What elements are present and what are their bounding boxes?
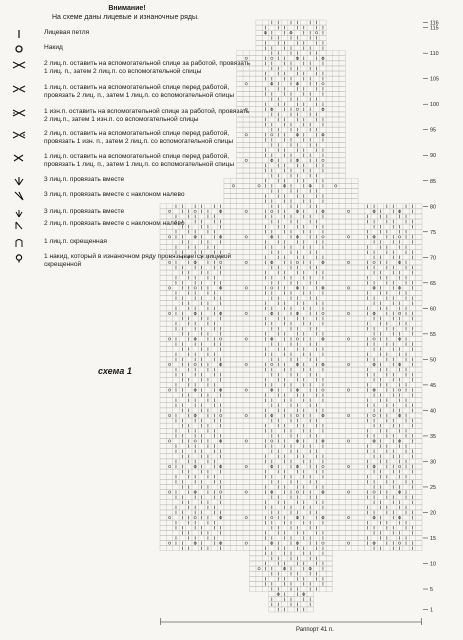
row-label: 5 (430, 587, 433, 594)
row-label: 25 (430, 484, 436, 491)
yarn-over-mark (168, 414, 170, 416)
yarn-over-mark (168, 363, 170, 365)
yarn-over-mark (322, 83, 324, 85)
yarn-over-mark (258, 567, 260, 569)
row-label: 105 (430, 76, 439, 83)
row-label: 115 (430, 25, 439, 32)
yarn-over-mark (322, 159, 324, 161)
yarn-over-mark (245, 389, 247, 391)
yarn-over-mark (168, 236, 170, 238)
yarn-over-mark (271, 210, 273, 212)
yarn-over-mark (245, 542, 247, 544)
yarn-over-mark (168, 491, 170, 493)
yarn-over-mark (245, 134, 247, 136)
yarn-over-mark (220, 491, 222, 493)
yarn-over-mark (373, 414, 375, 416)
yarn-over-mark (398, 312, 400, 314)
yarn-over-mark (168, 389, 170, 391)
yarn-over-mark (398, 465, 400, 467)
yarn-over-mark (347, 389, 349, 391)
row-label: 15 (430, 536, 436, 542)
yarn-over-mark (347, 542, 349, 544)
yarn-over-mark (271, 440, 273, 442)
yarn-over-mark (296, 491, 298, 493)
yarn-over-mark (322, 542, 324, 544)
yarn-over-mark (194, 440, 196, 442)
yarn-over-mark (347, 210, 349, 212)
yarn-over-mark (245, 236, 247, 238)
yarn-over-mark (398, 542, 400, 544)
yarn-over-mark (245, 338, 247, 340)
rapport-label: Раппорт 41 п. (296, 627, 334, 633)
yarn-over-mark (271, 57, 273, 59)
row-label: 20 (430, 510, 436, 517)
row-label: 70 (430, 255, 436, 262)
row-label: 45 (430, 382, 436, 389)
legend-text: 3 лиц.п. провязать вместе с наклоном налево (44, 191, 185, 198)
yarn-over-mark (245, 108, 247, 110)
legend-text: 1 лиц.п. скрещенная (44, 238, 107, 245)
attention-text: На схеме даны лицевые и изнаночные ряды. (52, 14, 199, 21)
yarn-over-mark (168, 465, 170, 467)
yarn-over-mark (322, 465, 324, 467)
yarn-over-mark (245, 491, 247, 493)
yarn-over-mark (347, 465, 349, 467)
row-label: 55 (430, 331, 436, 338)
row-label: 90 (430, 153, 436, 160)
yarn-over-mark (245, 159, 247, 161)
attention-title: Внимание! (108, 5, 146, 12)
yarn-over-mark (347, 414, 349, 416)
yarn-over-mark (258, 185, 260, 187)
yarn-over-mark (232, 185, 234, 187)
row-label: 40 (430, 408, 436, 415)
row-label: 50 (430, 357, 436, 364)
row-label: 1 (430, 607, 433, 614)
yarn-over-mark (245, 261, 247, 263)
yarn-over-mark (245, 210, 247, 212)
yarn-over-mark (168, 210, 170, 212)
yarn-over-mark (271, 363, 273, 365)
yarn-over-mark (398, 389, 400, 391)
legend-text: 1 накид, который в изнаночном ряду провязывается лицевой скрещенной (44, 253, 232, 268)
row-label: 85 (430, 178, 436, 185)
yarn-over-mark (168, 542, 170, 544)
legend-text: Накид (44, 44, 63, 51)
yarn-over-mark (168, 261, 170, 263)
yarn-over-mark (271, 516, 273, 518)
yarn-over-mark (347, 287, 349, 289)
row-label: 110 (430, 51, 439, 58)
yarn-over-mark (347, 236, 349, 238)
yarn-over-mark (168, 338, 170, 340)
legend-text: Лицевая петля (44, 29, 90, 36)
yarn-over-mark (168, 440, 170, 442)
yarn-over-mark (245, 312, 247, 314)
yarn-over-mark (347, 261, 349, 263)
legend-text: 1 изн.п. оставить на вспомогательной спице за работой, провязать 2 лиц.п., затем 1 изн.п. со вспомогательной спицы (44, 108, 250, 123)
yarn-over-mark (296, 338, 298, 340)
yarn-over-mark (194, 516, 196, 518)
yarn-over-mark (194, 210, 196, 212)
yarn-over-mark (373, 338, 375, 340)
row-label: 100 (430, 102, 439, 109)
yarn-over-mark (168, 287, 170, 289)
yarn-over-mark (194, 363, 196, 365)
row-label: 65 (430, 280, 436, 287)
legend-text: 3 лиц.п. провязать вместе (44, 176, 125, 183)
yarn-over-mark (296, 261, 298, 263)
yarn-over-mark (347, 312, 349, 314)
yarn-over-mark (168, 516, 170, 518)
row-label: 35 (430, 433, 436, 440)
yarn-over-mark (347, 363, 349, 365)
yarn-over-mark (347, 516, 349, 518)
yarn-over-mark (322, 312, 324, 314)
yarn-over-mark (335, 185, 337, 187)
legend-text: 2 лиц.п. провязать вместе с наклоном налево (44, 220, 185, 227)
yarn-over-mark (347, 338, 349, 340)
row-label: 80 (430, 204, 436, 211)
legend-text: 1 лиц.п. оставить на вспомогательной спице перед работой, провязать 2 лиц. п., затем 1 лиц.п. со вспомогательной спицы (44, 84, 235, 99)
row-label: 75 (430, 229, 436, 236)
yarn-over-mark (347, 491, 349, 493)
yarn-over-mark (296, 108, 298, 110)
yarn-over-mark (315, 32, 317, 34)
yarn-over-mark (373, 491, 375, 493)
legend-text: 2 лиц.п. оставить на вспомогательной спице перед работой, провязать 1 изн. п., затем 2 лиц.п. со вспомогательной спицы (44, 130, 234, 145)
legend-text: 2 лиц.п. оставить на вспомогательной спице за работой, провязать 1 лиц. п., затем 2 лиц.п. со вспомогательной спицы (44, 60, 251, 75)
yarn-over-mark (322, 236, 324, 238)
yarn-over-mark (220, 414, 222, 416)
yarn-over-mark (168, 312, 170, 314)
row-label: 116 (430, 20, 439, 27)
row-label: 30 (430, 459, 436, 466)
yarn-over-mark (220, 261, 222, 263)
yarn-over-mark (245, 83, 247, 85)
yarn-over-mark (220, 338, 222, 340)
scheme-title: схема 1 (98, 366, 132, 376)
yarn-over-mark (322, 389, 324, 391)
yarn-over-mark (245, 440, 247, 442)
yarn-over-mark (271, 287, 273, 289)
row-label: 95 (430, 127, 436, 134)
yarn-over-mark (245, 465, 247, 467)
yarn-over-mark (398, 236, 400, 238)
yarn-over-mark (373, 261, 375, 263)
yarn-over-mark (296, 414, 298, 416)
yarn-over-mark (245, 414, 247, 416)
yarn-over-mark (245, 287, 247, 289)
legend-text: 3 лиц.п. провязать вместе (44, 208, 125, 215)
yarn-over-mark (271, 134, 273, 136)
yarn-over-mark (194, 287, 196, 289)
yarn-over-mark (245, 57, 247, 59)
legend-text: 1 лиц.п. оставить на вспомогательной спице перед работой, провязать 1 лиц. п., затем 1 лиц.п. со вспомогательной спицы (44, 153, 235, 168)
yarn-over-mark (245, 363, 247, 365)
yarn-over-mark (347, 440, 349, 442)
yarn-over-mark (245, 516, 247, 518)
row-label: 60 (430, 306, 436, 313)
row-label: 10 (430, 561, 436, 568)
